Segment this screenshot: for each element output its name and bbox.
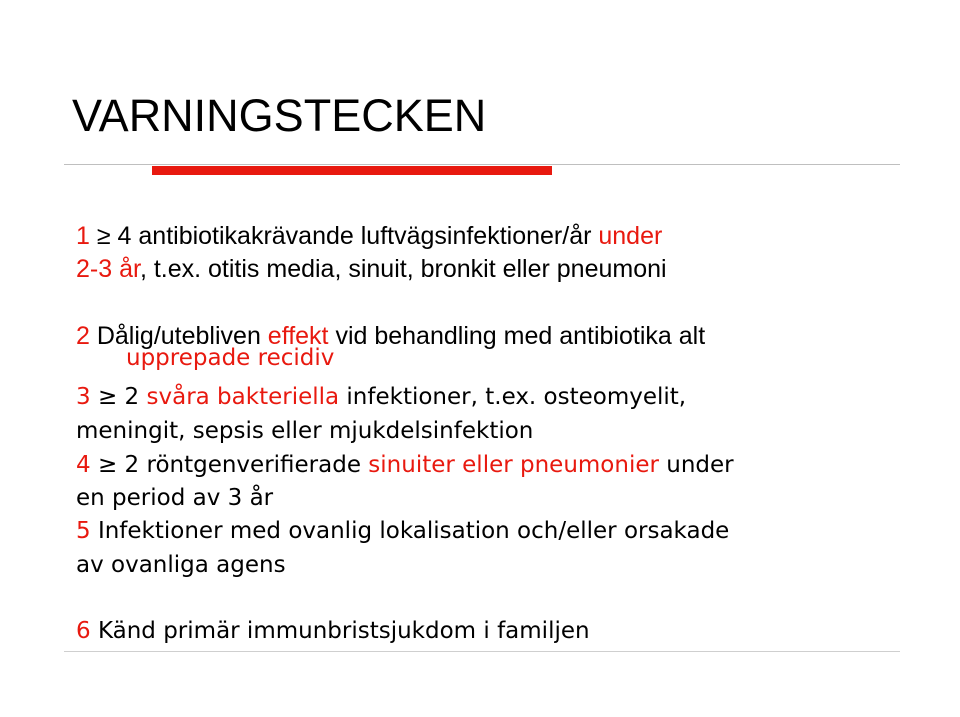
item-number: 2: [76, 322, 90, 350]
item-text: vid behandling med antibiotika alt: [328, 322, 706, 350]
geq-symbol: ≥: [90, 452, 125, 478]
item-highlight: sinuiter eller pneumonier: [368, 452, 659, 478]
bottom-divider: [64, 651, 900, 652]
item-highlight: under: [598, 222, 663, 250]
geq-symbol: ≥: [90, 384, 125, 410]
item-text: av ovanliga agens: [76, 552, 286, 578]
item-text: 2 röntgenverifierade: [124, 452, 369, 478]
warning-item-6-line-1: [76, 615, 590, 648]
item-number: 1: [76, 222, 90, 250]
item-highlight: svåra bakteriella: [146, 384, 340, 410]
item-text: Känd primär immunbristsjukdom i familjen: [90, 618, 590, 644]
item-text: Infektioner med ovanlig lokalisation och/eller orsakade: [90, 518, 730, 544]
title-divider: [64, 164, 900, 165]
warning-item-1-line-1: [76, 220, 662, 253]
warning-item-3-line-1: [76, 381, 686, 414]
item-highlight: upprepade recidiv: [126, 345, 335, 371]
warning-item-4-line-2: [76, 482, 273, 515]
title-accent-bar: [152, 166, 552, 175]
item-text: under: [658, 452, 734, 478]
item-highlight: 2-3 år: [76, 255, 140, 283]
warning-item-4-line-1: [76, 449, 734, 482]
warning-item-3-line-2: [76, 415, 533, 448]
item-text: en period av 3 år: [76, 485, 274, 511]
item-number: 6: [76, 618, 91, 644]
slide-title: VARNINGSTECKEN: [72, 90, 487, 141]
warning-item-2-line-2: [76, 342, 334, 375]
item-highlight: effekt: [267, 322, 329, 350]
item-text: 4 antibiotikakrävande luftvägsinfektioner/år: [117, 222, 599, 250]
item-text: meningit, sepsis eller mjukdelsinfektion: [76, 418, 534, 444]
item-text: infektioner, t.ex. osteomyelit,: [339, 384, 687, 410]
item-text: , t.ex. otitis media, sinuit, bronkit eller pneumoni: [139, 255, 667, 283]
item-text: 2: [124, 384, 147, 410]
warning-item-1-line-2: [76, 253, 667, 286]
item-number: 5: [76, 518, 91, 544]
geq-symbol: ≥: [89, 222, 118, 250]
item-number: 4: [76, 452, 91, 478]
warning-item-5-line-1: [76, 515, 729, 548]
item-text: Dålig/utebliven: [89, 322, 268, 350]
item-number: 3: [76, 384, 91, 410]
warning-item-5-line-2: [76, 549, 286, 582]
